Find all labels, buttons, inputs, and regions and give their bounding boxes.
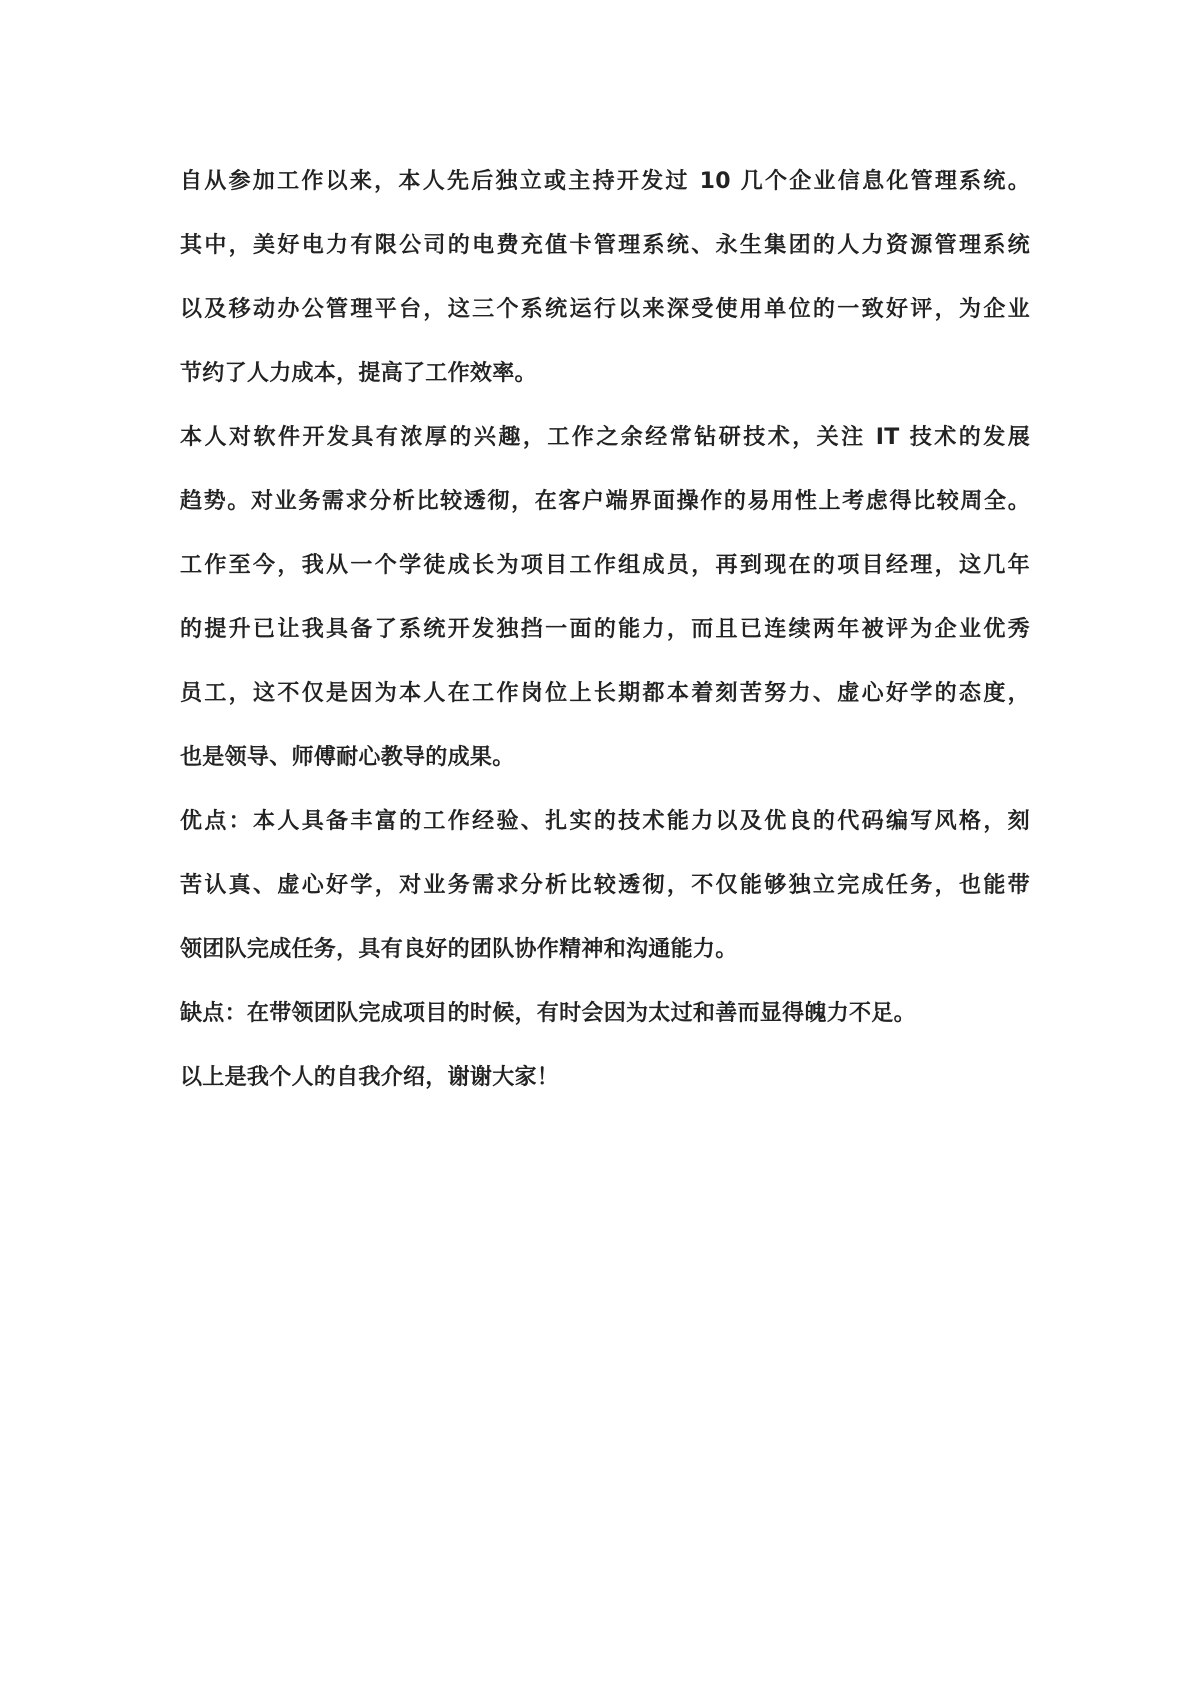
text-line: 也是领导、师傅耐心教导的成果。	[180, 745, 515, 770]
text-line: 工作至今，我从一个学徒成长为项目工作组成员，再到现在的项目经理，这几年	[180, 553, 1030, 578]
text-line: 领团队完成任务，具有良好的团队协作精神和沟通能力。	[180, 937, 738, 962]
text-line: 缺点：在带领团队完成项目的时候，有时会因为太过和善而显得魄力不足。	[180, 1001, 916, 1026]
text-line: 优点：本人具备丰富的工作经验、扎实的技术能力以及优良的代码编写风格，刻	[180, 809, 1030, 834]
document-body	[180, 150, 1030, 1110]
text-line: 以上是我个人的自我介绍，谢谢大家！	[180, 1065, 560, 1090]
text-line: 苦认真、虚心好学，对业务需求分析比较透彻，不仅能够独立完成任务，也能带	[180, 873, 1030, 898]
text-line: 的提升已让我具备了系统开发独挡一面的能力，而且已连续两年被评为企业优秀	[180, 617, 1030, 642]
text-line: 以及移动办公管理平台，这三个系统运行以来深受使用单位的一致好评，为企业	[180, 297, 1030, 322]
text-line: 趋势。对业务需求分析比较透彻，在客户端界面操作的易用性上考虑得比较周全。	[180, 489, 1030, 514]
text-line: 自从参加工作以来，本人先后独立或主持开发过 10 几个企业信息化管理系统。	[180, 169, 1030, 194]
text-line: 员工，这不仅是因为本人在工作岗位上长期都本着刻苦努力、虚心好学的态度，	[180, 681, 1030, 706]
text-line: 节约了人力成本，提高了工作效率。	[180, 361, 537, 386]
text-line: 其中，美好电力有限公司的电费充值卡管理系统、永生集团的人力资源管理系统	[180, 233, 1030, 258]
text-line: 本人对软件开发具有浓厚的兴趣，工作之余经常钻研技术，关注 IT 技术的发展	[180, 425, 1030, 450]
